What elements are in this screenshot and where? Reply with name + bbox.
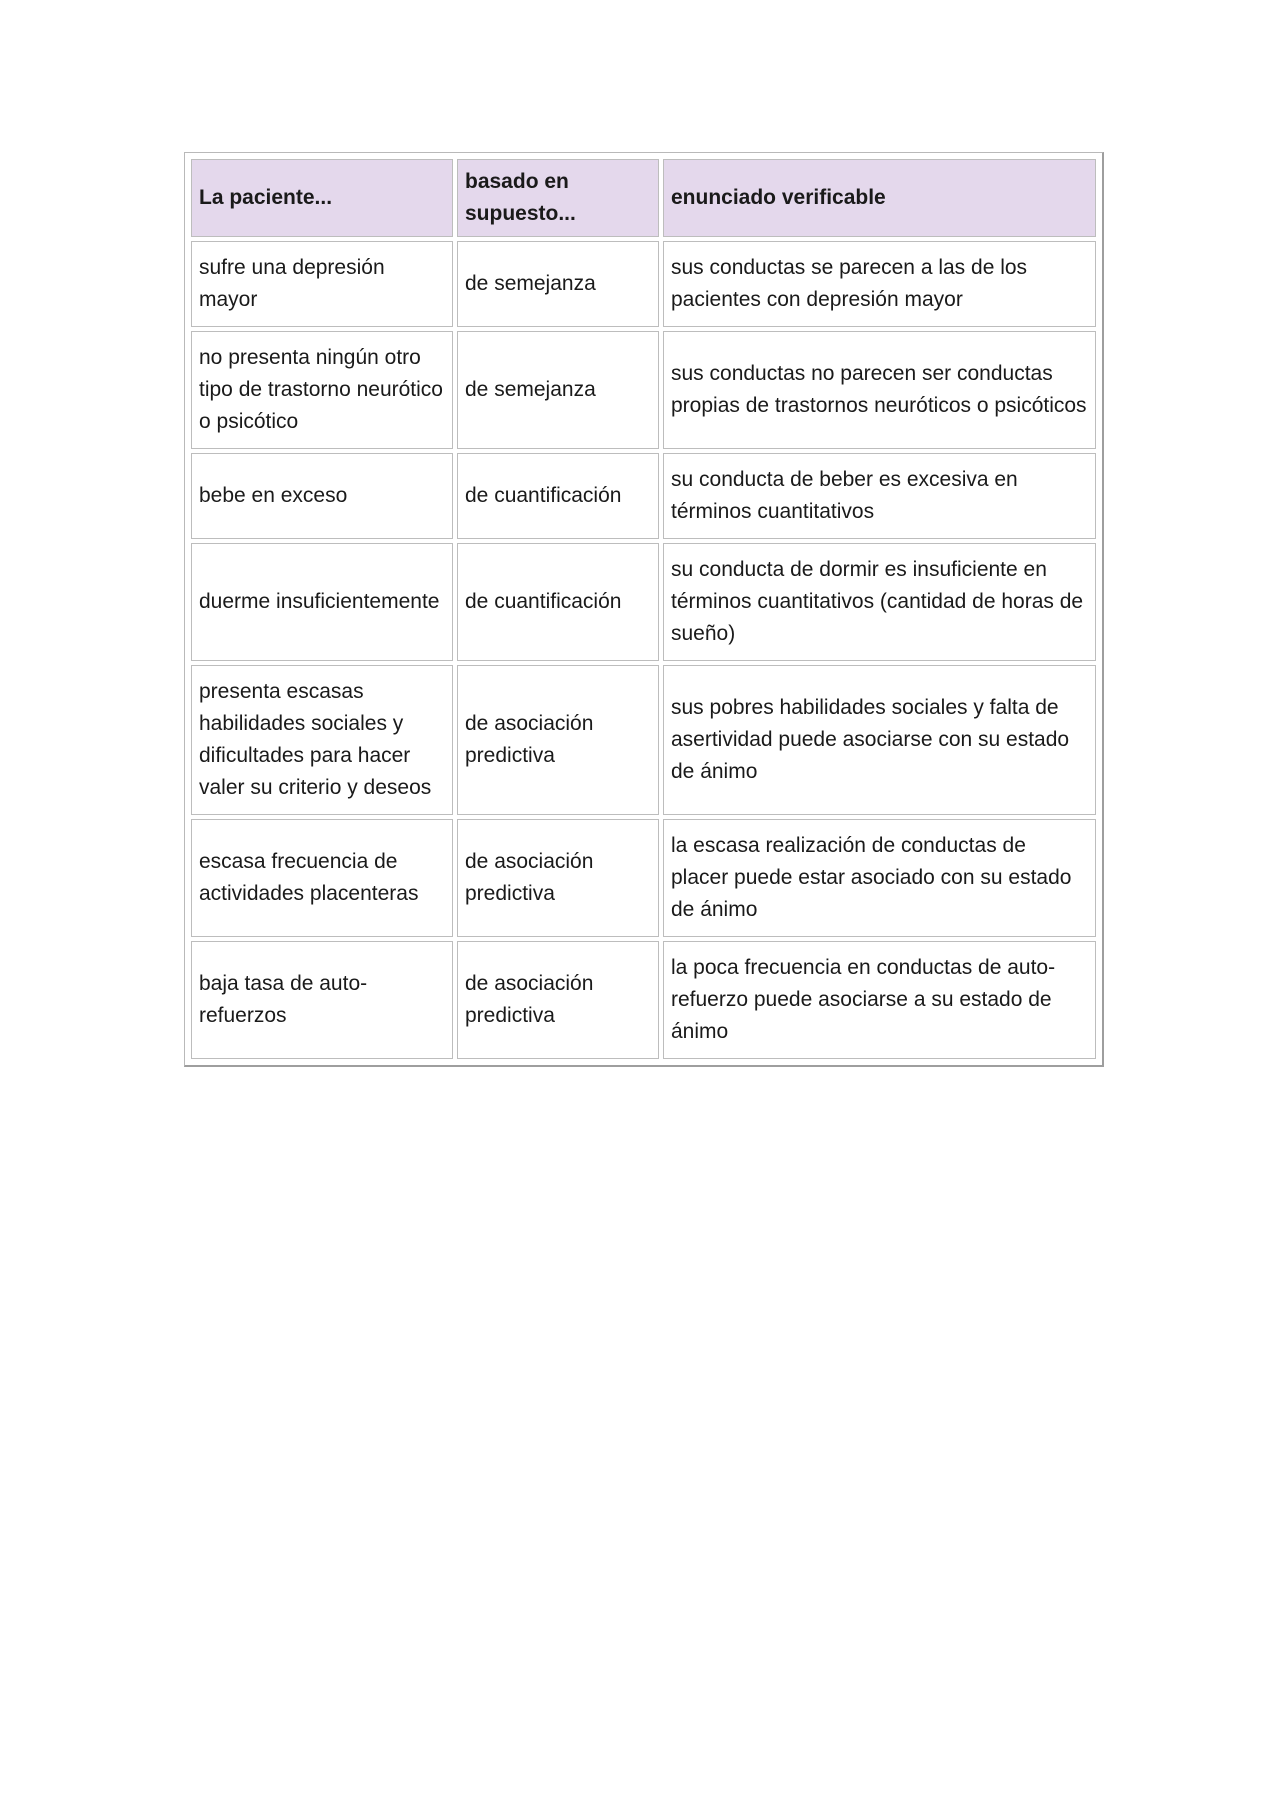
table-cell-assumption: de cuantificación <box>457 543 659 661</box>
table-cell-patient: duerme insuficientemente <box>191 543 453 661</box>
table-cell-assumption: de semejanza <box>457 331 659 449</box>
table-cell-patient: bebe en exceso <box>191 453 453 539</box>
table-cell-statement: su conducta de dormir es insuficiente en términos cuantitativos (cantidad de horas de sueño) <box>663 543 1096 661</box>
header-cell-assumption: basado en supuesto... <box>457 159 659 237</box>
table-header-row <box>191 159 1096 237</box>
table-row <box>191 941 1096 1059</box>
table-cell-patient: presenta escasas habilidades sociales y dificultades para hacer valer su criterio y deseos <box>191 665 453 815</box>
table-row <box>191 819 1096 937</box>
table-cell-statement: la escasa realización de conductas de placer puede estar asociado con su estado de ánimo <box>663 819 1096 937</box>
table-cell-statement: sus pobres habilidades sociales y falta de asertividad puede asociarse con su estado de ánimo <box>663 665 1096 815</box>
table-cell-statement: sus conductas se parecen a las de los pacientes con depresión mayor <box>663 241 1096 327</box>
table-cell-assumption: de cuantificación <box>457 453 659 539</box>
table-cell-patient: no presenta ningún otro tipo de trastorno neurótico o psicótico <box>191 331 453 449</box>
hypotheses-table-frame <box>184 152 1104 1067</box>
table-cell-statement: sus conductas no parecen ser conductas propias de trastornos neuróticos o psicóticos <box>663 331 1096 449</box>
table-cell-assumption: de semejanza <box>457 241 659 327</box>
table-cell-patient: escasa frecuencia de actividades placenteras <box>191 819 453 937</box>
header-cell-patient: La paciente... <box>191 159 453 237</box>
table-cell-assumption: de asociación predictiva <box>457 665 659 815</box>
table-cell-statement: la poca frecuencia en conductas de auto-refuerzo puede asociarse a su estado de ánimo <box>663 941 1096 1059</box>
table-cell-statement: su conducta de beber es excesiva en términos cuantitativos <box>663 453 1096 539</box>
table-row <box>191 543 1096 661</box>
table-row <box>191 453 1096 539</box>
table-cell-patient: baja tasa de auto-refuerzos <box>191 941 453 1059</box>
table-row <box>191 665 1096 815</box>
table-row <box>191 241 1096 327</box>
table-cell-assumption: de asociación predictiva <box>457 819 659 937</box>
hypotheses-table <box>187 155 1100 1063</box>
table-cell-assumption: de asociación predictiva <box>457 941 659 1059</box>
table-cell-patient: sufre una depresión mayor <box>191 241 453 327</box>
table-row <box>191 331 1096 449</box>
header-cell-statement: enunciado verificable <box>663 159 1096 237</box>
